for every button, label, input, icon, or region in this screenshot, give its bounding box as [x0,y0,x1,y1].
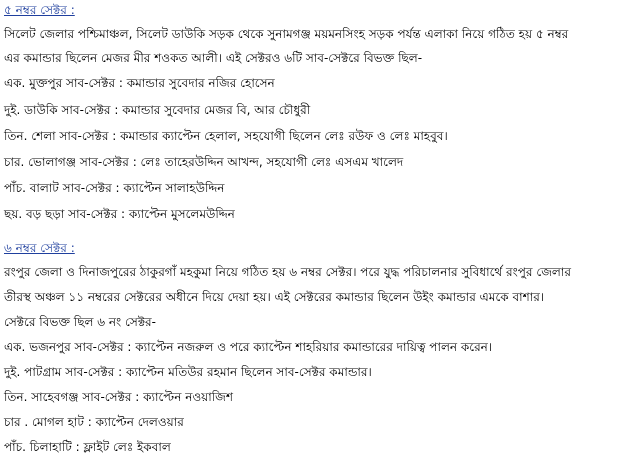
sector-5-subsector-1: এক. মুক্তপুর সাব-সেক্টর : কমান্ডার সুবেদার নজির হোসেন [4,76,275,90]
sector-6-heading: ৬ নম্বর সেক্টর : [4,241,75,255]
sector-6-subsector-3: তিন. সাহেবগঞ্জ সাব-সেক্টর : ক্যাপ্টেন নওয়াজিশ [4,390,234,404]
sector-6-intro-line-2: তীরস্থ অঞ্চল ১১ নম্বরের সেক্টরের অধীনে দিয়ে দেয়া হয়। এই সেক্টরের কমান্ডার ছিলেন উইং কমান্ডার এমকে বাশার। [4,290,545,304]
sector-5-subsector-6: ছয়. বড় ছড়া সাব-সেক্টর : ক্যাপ্টেন মুসলেমউদ্দিন [4,207,235,221]
sector-5-subsector-5: পাঁচ. বালাট সাব-সেক্টর : ক্যাপ্টেন সালাহউদ্দিন [4,181,225,195]
sector-5-intro-line-2: এর কমান্ডার ছিলেন মেজর মীর শওকত আলী। এই সেক্টরও ৬টি সাব-সেক্টরে বিভক্ত ছিল- [4,51,423,65]
sector-5-subsector-2: দুই. ডাউকি সাব-সেক্টর : কমান্ডার সুবেদার মেজর বি, আর চৌধুরী [4,103,311,117]
sector-5-intro-line-1: সিলেট জেলার পশ্চিমাঞ্চল, সিলেট ডাউকি সড়ক থেকে সুনামগঞ্জ ময়মনসিংহ সড়ক পর্যন্ত এলাকা নিয়ে গঠিত হয় ৫ নম্বর [4,27,569,41]
sector-6-intro-line-1: রংপুর জেলা ও দিনাজপুরের ঠাকুরগাঁ মহকুমা নিয়ে গঠিত হয় ৬ নম্বর সেক্টর। পরে যুদ্ধ পরিচালনার সুবিধার্থে রংপুর জেলার [4,265,571,279]
sector-5-subsector-3: তিন. শেলা সাব-সেক্টর : কমান্ডার ক্যাপ্টেন হেলাল, সহযোগী ছিলেন লেঃ রউফ ও লেঃ মাহবুব। [4,129,448,143]
sector-5-subsector-4: চার. ভোলাগঞ্জ সাব-সেক্টর : লেঃ তাহেরউদ্দিন আখন্দ, সহযোগী লেঃ এসএম খালেদ [4,155,404,169]
sector-6-subsector-2: দুই. পাটগ্রাম সাব-সেক্টর : ক্যাপ্টেন মতিউর রহমান ছিলেন সাব-সেক্টর কমান্ডার। [4,365,372,379]
sector-5-heading: ৫ নম্বর সেক্টর : [4,3,75,17]
sector-6-subsector-5: পাঁচ. চিলাহাটি : ফ্লাইট লেঃ ইকবাল [4,440,171,454]
sector-6-subsector-4: চার . মোগল হাট : ক্যাপ্টেন দেলওয়ার [4,415,184,429]
sector-6-intro-line-3: সেক্টরে বিভক্ত ছিল ৬ নং সেক্টর- [4,315,156,329]
sector-6-subsector-1: এক. ভজনপুর সাব-সেক্টর : ক্যাপ্টেন নজরুল ও পরে ক্যাপ্টেন শাহরিয়ার কমান্ডারের দায়িত্ব পালন করেন। [4,340,493,354]
